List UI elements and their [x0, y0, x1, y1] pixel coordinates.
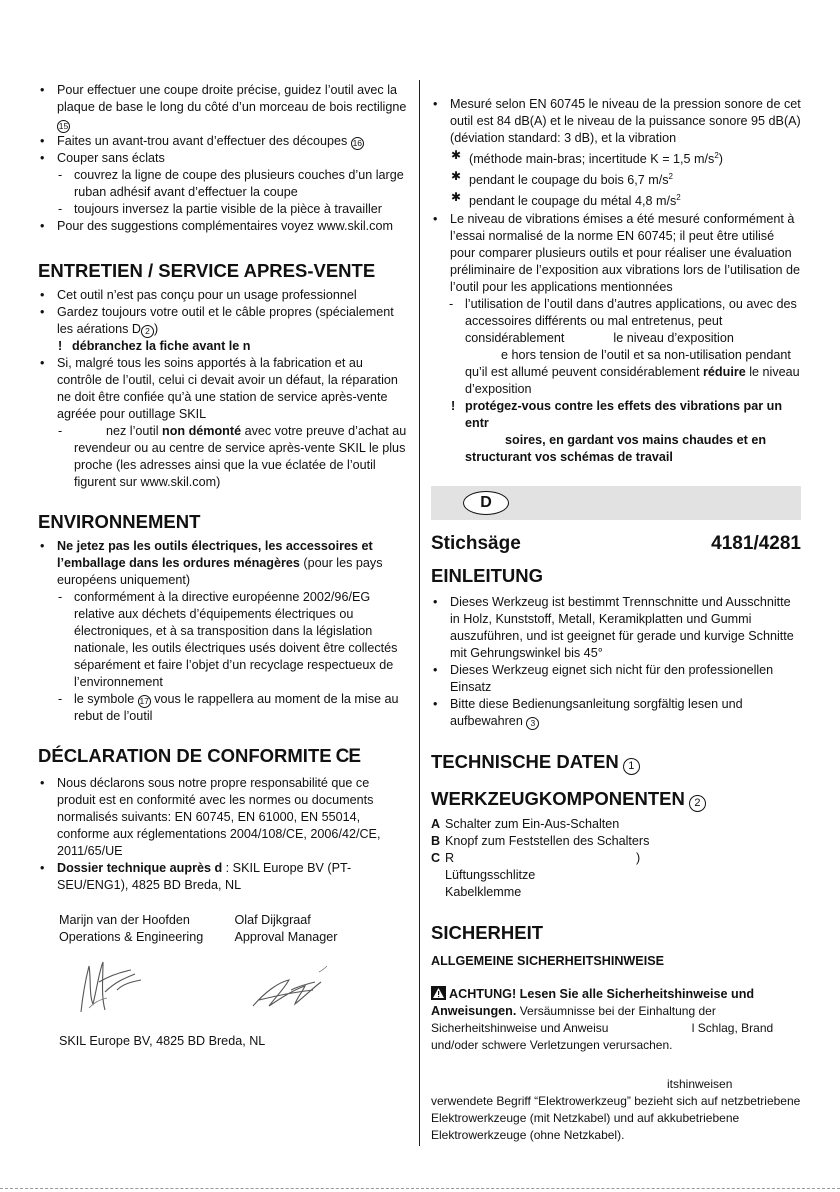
list-item: B Knopf zum Feststellen des Schalters [431, 833, 650, 848]
list-item: A Schalter zum Ein-Aus-Schalten [431, 816, 620, 831]
einleitung-list [431, 594, 801, 730]
handwritten-signature-icon [59, 952, 169, 1024]
product-title: Stichsäge [431, 532, 521, 554]
list-item: • Dieses Werkzeug eignet sich nicht für den professionellen Einsatz [431, 662, 801, 696]
signatory-role: Operations & Engineering [59, 930, 204, 944]
star-item: ✱ pendant le coupage du métal 4,8 $m/s^2$ [450, 189, 801, 210]
subheading-allgemeine: ALLGEMEINE SICHERHEITSHINWEISE [431, 953, 665, 968]
left-column [38, 82, 410, 1050]
handwritten-signature-icon [235, 952, 355, 1024]
section-heading-einleitung: EINLEITUNG [431, 564, 544, 586]
sub-list-item: - toujours inversez la partie visible de la pièce à travailler [38, 201, 410, 218]
list-item: C R ) [431, 850, 641, 865]
section-heading-declaration: DÉCLARATION DE CONFORMITE CE [38, 745, 360, 767]
list-item: • Si, malgré tous les soins apportés à la fabrication et au contrôle de l’outil, celui ci devait avoir un défaut, la réparation ne doit être confiée qu’à une station de service après-vente agréée pour outillage SKIL [38, 355, 410, 423]
page-bottom-rule [0, 1188, 840, 1189]
ref-number: 16 [352, 138, 363, 148]
list-item: • Couper sans éclats [38, 150, 410, 167]
list-item: Lüftungsschlitze [445, 867, 536, 882]
company-address: SKIL Europe BV, 4825 BD Breda, NL [59, 1034, 266, 1048]
section-heading-werkzeugkomponenten: WERKZEUGKOMPONENTEN 2 [431, 787, 801, 812]
ref-number: 2 [689, 795, 706, 812]
sub-list-item: - conformément à la directive européenne 2002/96/EG relative aux déchets d’équipements électriques ou électroniques, et à sa transposition dans la législation nationale, les outils électriques usés doivent être collectés séparément et faire l’objet d’un recyclage respectueux de l’environnement [38, 589, 410, 691]
cutting-tips-list [38, 82, 410, 235]
sub-list-item: - le symbole 17 vous le rappellera au moment de la mise au rebut de l’outil [38, 691, 410, 725]
ref-number: 3 [526, 717, 539, 730]
ref-number: 17 [139, 696, 149, 706]
model-number: 4181/4281 [711, 532, 801, 554]
warning-item: ! protégez-vous contre les effets des vibrations par un entr soires, en gardant vos mains chaudes et en structurant vos schémas de travail [431, 398, 801, 466]
sub-list-item: - couvrez la ligne de coupe des plusieurs couches d’un large ruban adhésif avant d’effectuer la coupe [38, 167, 410, 201]
ref-number: 1 [623, 758, 640, 775]
warning-paragraph: ACHTUNG! Lesen Sie alle Sicherheitshinweise und Anweisungen. Versäumnisse bei der Einhaltung der Sicherheitshinweise und Anweisu l Schlag, Brand und/oder schwere Verletzungen verursachen. [431, 986, 777, 1052]
star-item: ✱ (méthode main-bras; incertitude K = 1,5 $m/s^2$) [450, 147, 801, 168]
section-heading-sicherheit: SICHERHEIT [431, 921, 544, 943]
signatory [59, 912, 235, 1029]
list-item: • Le niveau de vibrations émises a été mesuré conformément à l’essai normalisé de la norme EN 60745; il peut être utilisé pour comparer plusieurs outils et pour réaliser une évaluation préliminaire de l’exposition aux vibrations lors de l’utilisation de l’outil pour les applications mentionnées [431, 211, 801, 296]
list-item: • Dieses Werkzeug ist bestimmt Trennschnitte und Ausschnitte in Holz, Kunststoff, Metall, Keramikplatten und Gummi auszuführen, und ist geeignet für gerade und kurvige Schnitte mit Gehrungswinkel bis 45° [431, 594, 801, 662]
list-item: • Faites un avant-trou avant d’effectuer des découpes 16 [38, 133, 410, 150]
signatory-name: Olaf Dijkgraaf [234, 913, 311, 927]
sub-list-item: - nez l’outil non démonté avec votre preuve d’achat au revendeur ou au centre de service après-vente SKIL le plus proche (les adresses ainsi que la vue éclatée de l’outil figurent sur www.skil.com) [38, 423, 410, 491]
list-item: • Pour effectuer une coupe droite précise, guidez l’outil avec la plaque de base le long du côté d’un morceau de bois rectiligne 15 [38, 82, 410, 133]
list-item: • Nous déclarons sous notre propre responsabilité que ce produit est en conformité avec les normes ou documents normalisés suivants: EN 60745, EN 61000, EN 55014, conforme aux réglementations 2004/108/CE, 2006/42/CE, 2011/65/UE [38, 775, 410, 860]
list-item: • Gardez toujours votre outil et le câble propres (spécialement les aérations D 2 ) [38, 304, 410, 338]
sub-list-item: - l’utilisation de l’outil dans d’autres applications, ou avec des accessoires différents ou mal entretenus, peut considérablement le niveau d’exposition [431, 296, 801, 347]
list-item: Kabelklemme [445, 884, 522, 899]
list-item: • Pour des suggestions complémentaires voyez www.skil.com [38, 218, 410, 235]
warning-item: ! débranchez la fiche avant le n [38, 338, 410, 355]
signature-block [38, 912, 410, 1029]
component-list [431, 816, 801, 901]
sub-list-item: e hors tension de l’outil et sa non-utilisation pendant qu’il est allumé peuvent considérablement réduire le niveau d’exposition [465, 347, 800, 396]
language-code-badge: D [463, 491, 509, 515]
list-item: • Bitte diese Bedienungsanleitung sorgfältig lesen und aufbewahren 3 [431, 696, 801, 730]
paragraph: itshinweisen verwendete Begriff “Elektrowerkzeug” bezieht sich auf netzbetriebene Elektrowerkzeuge (mit Netzkabel) und auf akkubetriebene Elektrowerkzeuge (ohne Netzkabel). [431, 1076, 801, 1142]
list-item: • Ne jetez pas les outils électriques, les accessoires et l’emballage dans les ordures ménagères (pour les pays européens uniquement) [38, 538, 410, 589]
signatory-name: Marijn van der Hoofden [59, 913, 190, 927]
noise-list [431, 96, 801, 466]
environnement-list [38, 538, 410, 725]
section-heading-environnement: ENVIRONNEMENT [38, 511, 201, 532]
declaration-list [38, 775, 410, 894]
section-heading-entretien: ENTRETIEN / SERVICE APRES-VENTE [38, 260, 376, 281]
signatory [235, 912, 411, 1029]
signatory-role: Approval Manager [234, 930, 338, 944]
list-item: • Mesuré selon EN 60745 le niveau de la pression sonore de cet outil est 84 dB(A) et le niveau de la puissance sonore 95 dB(A) (déviation standard: 3 dB), et la vibration [431, 96, 801, 147]
warning-triangle-icon [431, 986, 446, 1000]
ce-mark: CE [335, 746, 360, 767]
product-title-row [431, 532, 801, 556]
ref-number: 2 [141, 325, 154, 338]
entretien-list [38, 287, 410, 491]
list-item: • Dossier technique auprès d : SKIL Europe BV (PT-SEU/ENG1), 4825 BD Breda, NL [38, 860, 410, 894]
language-band [431, 486, 801, 520]
right-column [431, 96, 801, 1144]
section-heading-technische-daten: TECHNISCHE DATEN 1 [431, 750, 801, 775]
list-item: • Cet outil n’est pas conçu pour un usage professionnel [38, 287, 410, 304]
column-divider [419, 80, 420, 1146]
star-item: ✱ pendant le coupage du bois 6,7 $m/s^2$ [450, 168, 801, 189]
ref-number: 15 [58, 121, 69, 131]
